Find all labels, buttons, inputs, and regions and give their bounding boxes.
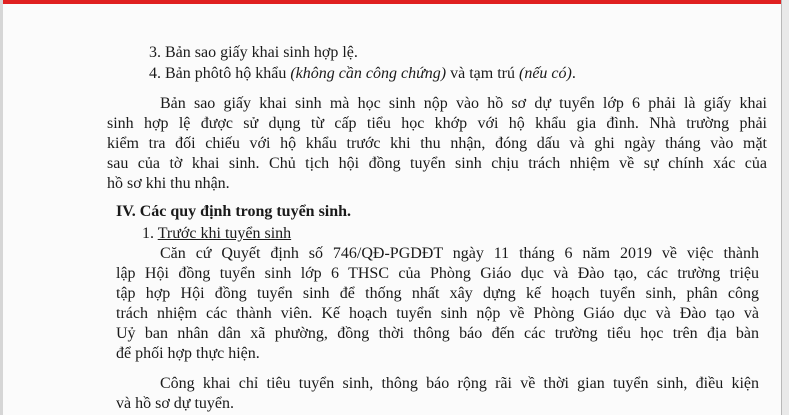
- list-item: 3. Bản sao giấy khai sinh hợp lệ.: [149, 44, 358, 61]
- paragraph-line: trách nhiệm các thành viên. Kế hoạch tuyển sinh nộp về Phòng Giáo dục và Đào tạo và: [116, 305, 759, 322]
- vertical-scrollbar[interactable]: [781, 0, 789, 415]
- paragraph-line: Công khai chỉ tiêu tuyển sinh, thông báo rộng rãi về thời gian tuyển sinh, điều kiện: [160, 375, 759, 392]
- list-item-text: và tạm trú: [446, 65, 519, 82]
- list-item-note: (nếu có): [519, 65, 572, 82]
- paragraph-line: và hồ sơ dự tuyển.: [116, 395, 235, 412]
- paragraph-line: hồ sơ khi thu nhận.: [107, 175, 230, 192]
- paragraph-line: để phối hợp thực hiện.: [116, 345, 260, 362]
- section-heading: IV. Các quy định trong tuyển sinh.: [116, 203, 352, 220]
- paragraph-line: sinh hợp lệ được sử dụng từ cấp tiểu học khớp với hộ khẩu gia đình. Nhà trường phải: [107, 115, 767, 132]
- paragraph-line: tập hợp Hội đồng tuyển sinh để thống nhất xây dựng kế hoạch tuyển sinh, phân công: [116, 285, 759, 302]
- paragraph-line: sau của tờ khai sinh. Chủ tịch hội đồng tuyển sinh chịu trách nhiệm về sự chính xác của: [107, 155, 767, 172]
- list-item-note: (không cần công chứng): [290, 65, 447, 82]
- paragraph-line: Căn cứ Quyết định số 746/QĐ-PGDĐT ngày 11 tháng 6 năm 2019 về việc thành: [160, 245, 759, 262]
- list-item: [149, 64, 576, 84]
- paragraph-line: kiểm tra đối chiếu với hộ khẩu trước khi thu nhận, đóng dấu và ghi ngày tháng vào mặt: [107, 135, 767, 152]
- subsection-heading: [142, 224, 291, 244]
- paragraph-line: lập Hội đồng tuyển sinh lớp 6 THSC của Phòng Giáo dục và Đào tạo, các trường triệu: [116, 265, 759, 282]
- paragraph-line: Bản sao giấy khai sinh mà học sinh nộp vào hồ sơ dự tuyển lớp 6 phải là giấy khai: [160, 95, 767, 112]
- document-body: [3, 4, 781, 415]
- subsection-number: 1.: [142, 225, 158, 242]
- document-page: [3, 4, 781, 415]
- paragraph-line: Uỷ ban nhân dân xã phường, đồng thời thông báo đến các trường tiểu học trên địa bàn: [116, 325, 759, 342]
- list-item-text: 4. Bản phôtô hộ khẩu: [149, 65, 291, 82]
- list-item-text: .: [571, 65, 576, 82]
- subsection-title: Trước khi tuyển sinh: [157, 225, 292, 242]
